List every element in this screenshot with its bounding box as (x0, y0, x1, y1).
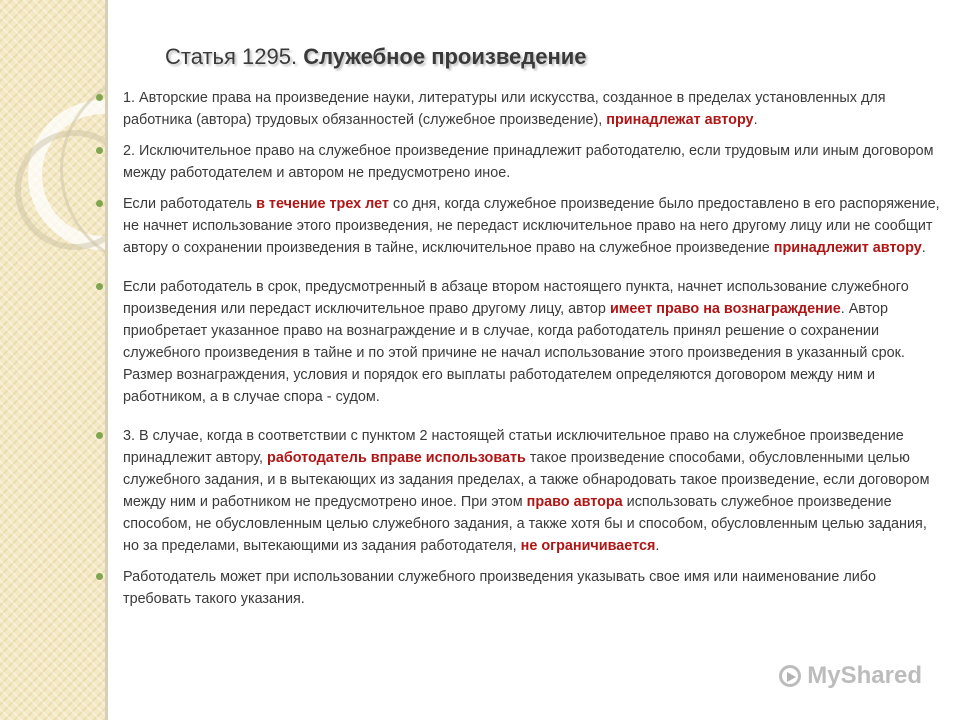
page-title (165, 44, 587, 70)
bullet-icon (96, 283, 103, 290)
highlight-text: имеет право на вознаграждение (609, 301, 841, 317)
highlight-text: право автора (526, 494, 623, 510)
article-body (96, 87, 946, 619)
highlight-text: принадлежат автору (606, 112, 754, 128)
paragraph-2 (96, 140, 946, 184)
paragraph-text: Если работодатель (123, 196, 257, 212)
highlight-text: работодатель вправе использовать (267, 450, 526, 466)
paragraph-text: Если работодатель в срок, предусмотренный в абзаце втором настоящего пункта, начнет использование служебного произведения или передаст исключительное право другому лицу, автор (123, 279, 909, 317)
play-icon (779, 665, 801, 687)
paragraph-text: со дня, когда служебное произведение было предоставлено в его распоряжение, не начнет использование этого произведения, не передаст исключительное право на него другому лицу или не сообщит автору о сохранении произведения в тайне, исключительное право на служебное произведение (123, 196, 940, 256)
title-prefix: Статья 1295. (165, 44, 304, 69)
paragraph-6 (96, 566, 946, 610)
paragraph-1 (96, 87, 946, 131)
bullet-icon (96, 147, 103, 154)
highlight-text: в течение трех лет (256, 196, 389, 212)
bullet-icon (96, 573, 103, 580)
paragraph-text: . Автор приобретает указанное право на вознаграждение и в случае, когда работодатель принял решение о сохранении служебного произведения в тайне и по этой причине не начал использование этого произведения в указанный срок. Размер вознаграждения, условия и порядок его выплаты работодателем определяются договором между ним и работником, а в случае спора - судом. (123, 301, 905, 405)
paragraph-text: . (655, 538, 660, 554)
paragraph-text: такое произведение способами, обусловленными целью служебного задания, и в вытекающих из задания пределах, а также обнародовать такое произведение, если договором между ним и работником не предусмотрено иное. При этом (123, 450, 930, 510)
paragraph-text: . (753, 112, 758, 128)
paragraph-text: 2. Исключительное право на служебное произведение принадлежит работодателю, если трудовым или иным договором между работодателем и автором не предусмотрено иное. (123, 143, 934, 181)
watermark (779, 662, 922, 690)
paragraph-text: . (921, 240, 926, 256)
title-bold: Служебное произведение (303, 44, 587, 69)
paragraph-text: Работодатель может при использовании служебного произведения указывать свое имя или наименование либо требовать такого указания. (123, 569, 877, 607)
paragraph-5 (96, 425, 946, 557)
paragraph-text: 1. Авторские права на произведение науки, литературы или искусства, созданное в пределах установленных для работника (автора) трудовых обязанностей (служебное произведение), (123, 90, 886, 128)
bullet-icon (96, 432, 103, 439)
decorative-ring (15, 130, 105, 250)
bullet-icon (96, 200, 103, 207)
decorative-sidebar (0, 0, 105, 720)
highlight-text: не ограничивается (520, 538, 656, 554)
paragraph-text: использовать служебное произведение способом, не обусловленным целью служебного задания, а также хотя бы и способом, обусловленным целью задания, но за пределами, вытекающими из задания работодателя, (123, 494, 927, 554)
bullet-icon (96, 94, 103, 101)
paragraph-3 (96, 193, 946, 259)
highlight-text: принадлежит автору (773, 240, 922, 256)
watermark-text: MyShared (807, 662, 922, 689)
paragraph-text: 3. В случае, когда в соответствии с пунктом 2 настоящей статьи исключительное право на служебное произведение принадлежит автору, (123, 428, 904, 466)
paragraph-4 (96, 276, 946, 408)
